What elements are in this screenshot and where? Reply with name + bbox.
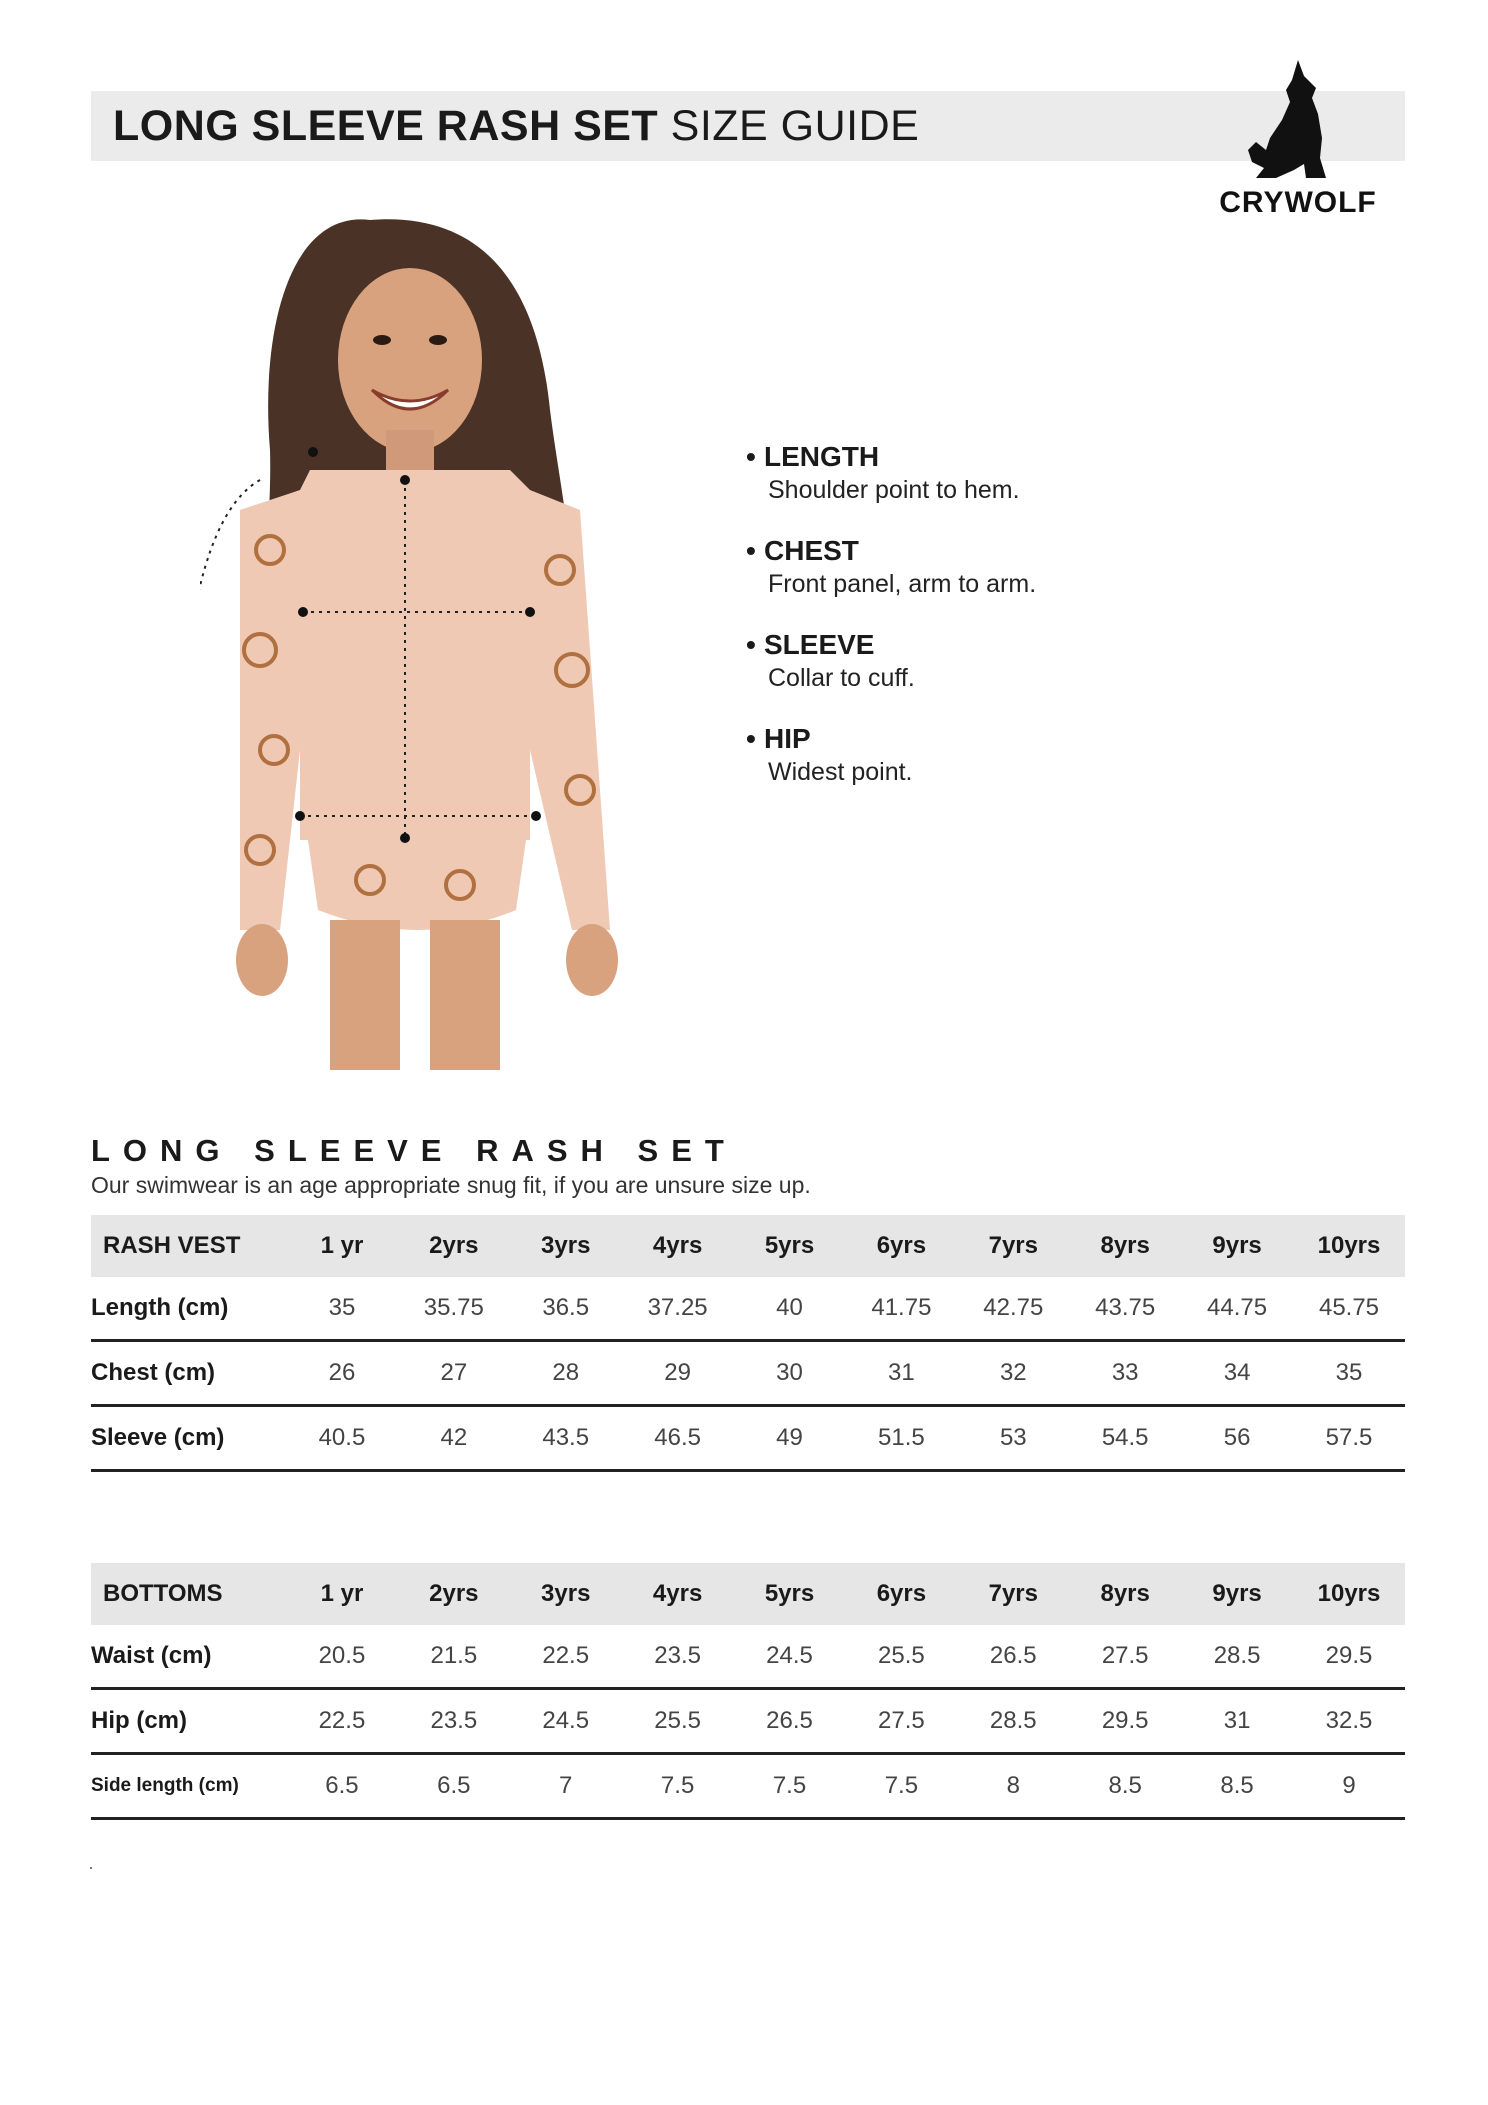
guide-label: HIP (764, 723, 811, 754)
table-header-label: BOTTOMS (91, 1563, 286, 1625)
table-cell: 42.75 (957, 1277, 1069, 1341)
table-cell: 37.25 (622, 1277, 734, 1341)
table-cell: 23.5 (398, 1689, 510, 1754)
table-cell: 28.5 (1181, 1625, 1293, 1689)
guide-item-sleeve: • SLEEVE Collar to cuff. (746, 628, 1266, 694)
table-cell: 9 (1293, 1754, 1405, 1819)
table-cell: 7.5 (622, 1754, 734, 1819)
size-header: 9yrs (1181, 1215, 1293, 1277)
section-subtitle: Our swimwear is an age appropriate snug fit, if you are unsure size up. (91, 1172, 811, 1198)
table-cell: 24.5 (734, 1625, 846, 1689)
table-cell: 51.5 (845, 1406, 957, 1471)
guide-label: SLEEVE (764, 629, 875, 660)
table-cell: 43.75 (1069, 1277, 1181, 1341)
size-header: 9yrs (1181, 1563, 1293, 1625)
table-cell: 8 (957, 1754, 1069, 1819)
size-header: 10yrs (1293, 1563, 1405, 1625)
table-cell: 25.5 (845, 1625, 957, 1689)
bottoms-table (91, 1563, 1405, 1820)
table-cell: 32 (957, 1341, 1069, 1406)
size-header: 8yrs (1069, 1563, 1181, 1625)
table-row (91, 1754, 1405, 1819)
table-cell: 20.5 (286, 1625, 398, 1689)
measurement-guide (746, 440, 1266, 816)
size-header: 3yrs (510, 1563, 622, 1625)
row-label: Hip (cm) (91, 1689, 286, 1754)
table-cell: 31 (845, 1341, 957, 1406)
table-header-row (91, 1215, 1405, 1277)
table-header-row (91, 1563, 1405, 1625)
size-header: 5yrs (734, 1215, 846, 1277)
size-header: 7yrs (957, 1215, 1069, 1277)
model-photo (200, 190, 720, 1070)
size-header: 10yrs (1293, 1215, 1405, 1277)
table-cell: 29 (622, 1341, 734, 1406)
size-header: 3yrs (510, 1215, 622, 1277)
size-header: 6yrs (845, 1215, 957, 1277)
size-header: 1 yr (286, 1215, 398, 1277)
table-cell: 34 (1181, 1341, 1293, 1406)
table-row (91, 1341, 1405, 1406)
howling-wolf-icon (1246, 58, 1346, 180)
table-cell: 25.5 (622, 1689, 734, 1754)
row-label: Chest (cm) (91, 1341, 286, 1406)
table-header-label: RASH VEST (91, 1215, 286, 1277)
table-cell: 32.5 (1293, 1689, 1405, 1754)
table-cell: 7.5 (734, 1754, 846, 1819)
table-cell: 41.75 (845, 1277, 957, 1341)
size-header: 1 yr (286, 1563, 398, 1625)
guide-item-length: • LENGTH Shoulder point to hem. (746, 440, 1266, 506)
table-cell: 35.75 (398, 1277, 510, 1341)
page-title-bold: LONG SLEEVE RASH SET (113, 102, 659, 150)
table-cell: 31 (1181, 1689, 1293, 1754)
row-label: Side length (cm) (91, 1754, 286, 1819)
table-cell: 42 (398, 1406, 510, 1471)
guide-label: LENGTH (764, 441, 880, 472)
size-header: 4yrs (622, 1215, 734, 1277)
table-cell: 6.5 (286, 1754, 398, 1819)
row-label: Waist (cm) (91, 1625, 286, 1689)
table-cell: 8.5 (1181, 1754, 1293, 1819)
page-title-light: SIZE GUIDE (670, 102, 920, 150)
guide-item-hip: • HIP Widest point. (746, 722, 1266, 788)
table-cell: 30 (734, 1341, 846, 1406)
table-cell: 28.5 (957, 1689, 1069, 1754)
table-cell: 28 (510, 1341, 622, 1406)
table-cell: 54.5 (1069, 1406, 1181, 1471)
table-cell: 27 (398, 1341, 510, 1406)
table-cell: 21.5 (398, 1625, 510, 1689)
table-cell: 35 (286, 1277, 398, 1341)
size-header: 8yrs (1069, 1215, 1181, 1277)
table-row (91, 1406, 1405, 1471)
table-cell: 49 (734, 1406, 846, 1471)
table-row (91, 1277, 1405, 1341)
table-cell: 36.5 (510, 1277, 622, 1341)
table-cell: 44.75 (1181, 1277, 1293, 1341)
table-cell: 24.5 (510, 1689, 622, 1754)
row-label: Length (cm) (91, 1277, 286, 1341)
table-cell: 23.5 (622, 1625, 734, 1689)
guide-desc: Shoulder point to hem. (768, 476, 1020, 504)
table-cell: 35 (1293, 1341, 1405, 1406)
table-cell: 45.75 (1293, 1277, 1405, 1341)
section-title: LONG SLEEVE RASH SET (91, 1133, 737, 1168)
table-cell: 56 (1181, 1406, 1293, 1471)
brand-wordmark: CRYWOLF (1219, 186, 1377, 219)
table-cell: 22.5 (510, 1625, 622, 1689)
guide-desc: Front panel, arm to arm. (768, 570, 1037, 598)
rash-vest-table (91, 1215, 1405, 1472)
table-cell: 26.5 (957, 1625, 1069, 1689)
table-cell: 7 (510, 1754, 622, 1819)
table-row (91, 1625, 1405, 1689)
page-title (113, 103, 919, 149)
table-cell: 27.5 (1069, 1625, 1181, 1689)
size-header: 2yrs (398, 1563, 510, 1625)
table-cell: 27.5 (845, 1689, 957, 1754)
table-cell: 46.5 (622, 1406, 734, 1471)
row-label: Sleeve (cm) (91, 1406, 286, 1471)
guide-desc: Collar to cuff. (768, 664, 915, 692)
table-cell: 22.5 (286, 1689, 398, 1754)
stray-dot (90, 1867, 92, 1869)
table-cell: 43.5 (510, 1406, 622, 1471)
table-cell: 6.5 (398, 1754, 510, 1819)
table-row (91, 1689, 1405, 1754)
table-cell: 40.5 (286, 1406, 398, 1471)
table-cell: 40 (734, 1277, 846, 1341)
brand-logo (1208, 58, 1388, 228)
table-cell: 33 (1069, 1341, 1181, 1406)
table-cell: 53 (957, 1406, 1069, 1471)
size-header: 6yrs (845, 1563, 957, 1625)
size-header: 4yrs (622, 1563, 734, 1625)
table-cell: 29.5 (1069, 1689, 1181, 1754)
size-header: 2yrs (398, 1215, 510, 1277)
size-header: 7yrs (957, 1563, 1069, 1625)
table-cell: 7.5 (845, 1754, 957, 1819)
table-cell: 26.5 (734, 1689, 846, 1754)
size-header: 5yrs (734, 1563, 846, 1625)
table-cell: 29.5 (1293, 1625, 1405, 1689)
table-cell: 26 (286, 1341, 398, 1406)
guide-label: CHEST (764, 535, 859, 566)
guide-item-chest: • CHEST Front panel, arm to arm. (746, 534, 1266, 600)
table-cell: 57.5 (1293, 1406, 1405, 1471)
guide-desc: Widest point. (768, 758, 913, 786)
table-cell: 8.5 (1069, 1754, 1181, 1819)
